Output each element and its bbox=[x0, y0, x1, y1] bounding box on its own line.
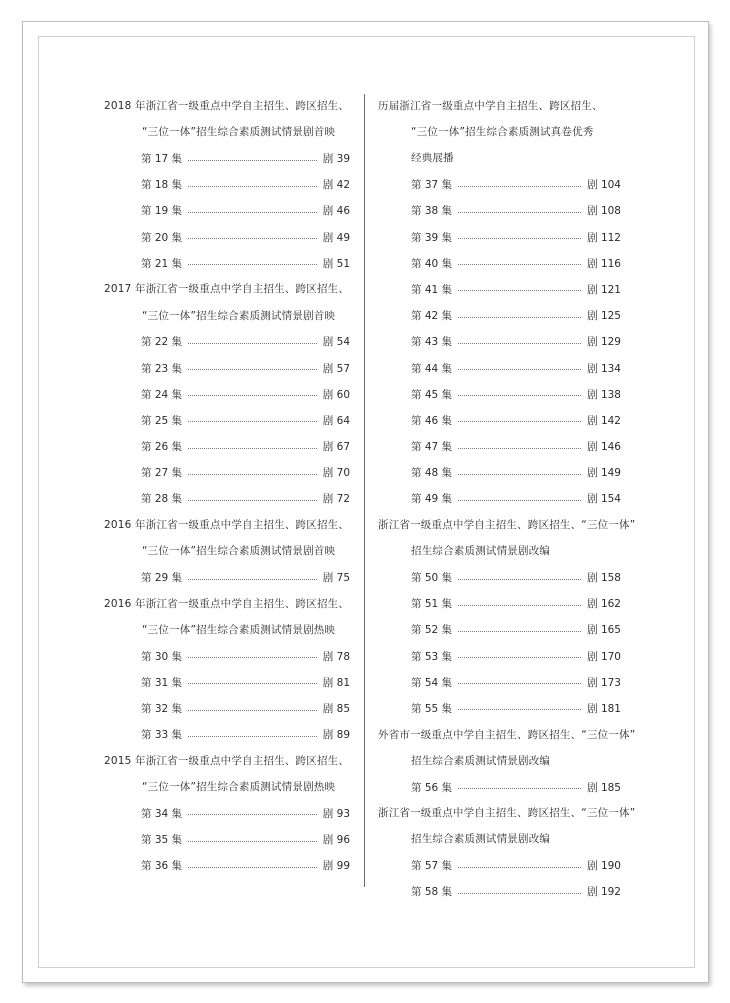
dot-leader bbox=[458, 630, 581, 632]
page-number: 剧 154 bbox=[587, 493, 621, 506]
episode-label: 第 28 集 bbox=[141, 493, 183, 506]
dot-leader bbox=[458, 394, 581, 396]
section-heading-line: “三位一体”招生综合素质测试真卷优秀 bbox=[411, 126, 594, 139]
toc-entry[interactable] bbox=[104, 381, 354, 407]
section-heading-line: 历届浙江省一级重点中学自主招生、跨区招生、 bbox=[378, 100, 603, 112]
dot-leader bbox=[188, 499, 317, 501]
dot-leader bbox=[458, 787, 581, 789]
section-heading bbox=[104, 748, 354, 800]
dot-leader bbox=[458, 892, 581, 894]
toc-entry[interactable] bbox=[104, 564, 354, 590]
dot-leader bbox=[188, 682, 317, 684]
toc-left-column bbox=[104, 93, 354, 879]
page-number: 剧 64 bbox=[322, 414, 350, 427]
toc-entry[interactable] bbox=[378, 643, 624, 669]
episode-label: 第 58 集 bbox=[411, 886, 453, 899]
dot-leader bbox=[188, 709, 317, 711]
episode-label: 第 26 集 bbox=[141, 441, 183, 454]
toc-entry[interactable] bbox=[378, 460, 624, 486]
page-number: 剧 70 bbox=[322, 467, 350, 480]
episode-label: 第 48 集 bbox=[411, 467, 453, 480]
episode-label: 第 36 集 bbox=[141, 860, 183, 873]
dot-leader bbox=[188, 368, 317, 370]
section-heading-line: 2016 年浙江省一级重点中学自主招生、跨区招生、 bbox=[104, 519, 350, 532]
section-heading bbox=[378, 800, 636, 852]
page-number: 剧 158 bbox=[587, 572, 621, 585]
page-number: 剧 46 bbox=[322, 205, 350, 218]
toc-entry[interactable] bbox=[104, 434, 354, 460]
episode-label: 第 43 集 bbox=[411, 336, 453, 349]
dot-leader bbox=[188, 342, 317, 344]
toc-entry[interactable] bbox=[104, 643, 354, 669]
section-heading bbox=[104, 93, 354, 145]
dot-leader bbox=[188, 263, 317, 265]
dot-leader bbox=[188, 866, 317, 868]
dot-leader bbox=[188, 656, 317, 658]
dot-leader bbox=[188, 473, 317, 475]
page-number: 剧 138 bbox=[587, 388, 621, 401]
toc-entry[interactable] bbox=[378, 250, 624, 276]
toc-entry[interactable] bbox=[104, 486, 354, 512]
section-heading-line: 招生综合素质测试情景剧改编 bbox=[411, 833, 551, 846]
toc-entry[interactable] bbox=[104, 695, 354, 721]
episode-label: 第 54 集 bbox=[411, 676, 453, 689]
dot-leader bbox=[458, 342, 581, 344]
page-number: 剧 81 bbox=[322, 676, 350, 689]
toc-entry[interactable] bbox=[378, 486, 624, 512]
section-heading-line: “三位一体”招生综合素质测试情景剧首映 bbox=[142, 545, 336, 558]
episode-label: 第 41 集 bbox=[411, 283, 453, 296]
page-number: 剧 39 bbox=[322, 153, 350, 165]
page-number: 剧 121 bbox=[587, 283, 621, 296]
toc-entry[interactable] bbox=[104, 198, 354, 224]
page-number: 剧 165 bbox=[587, 624, 621, 637]
episode-label: 第 53 集 bbox=[411, 650, 453, 663]
toc-entry[interactable] bbox=[378, 198, 624, 224]
dot-leader bbox=[458, 368, 581, 370]
episode-label: 第 56 集 bbox=[411, 781, 453, 794]
episode-label: 第 31 集 bbox=[141, 676, 183, 689]
episode-label: 第 38 集 bbox=[411, 205, 453, 218]
page-number: 剧 112 bbox=[587, 231, 621, 244]
page-number: 剧 134 bbox=[587, 362, 621, 375]
page-number: 剧 146 bbox=[587, 441, 621, 454]
episode-label: 第 27 集 bbox=[141, 467, 183, 480]
page-number: 剧 96 bbox=[322, 834, 350, 846]
section-heading-line: 经典展播 bbox=[411, 152, 454, 165]
toc-entry[interactable] bbox=[378, 224, 624, 250]
toc-entry[interactable] bbox=[378, 329, 624, 355]
toc-entry[interactable] bbox=[378, 355, 624, 381]
episode-label: 第 22 集 bbox=[141, 336, 183, 349]
dot-leader bbox=[188, 420, 317, 422]
episode-label: 第 25 集 bbox=[141, 414, 183, 427]
dot-leader bbox=[188, 159, 317, 161]
dot-leader bbox=[458, 578, 581, 580]
dot-leader bbox=[188, 578, 317, 580]
dot-leader bbox=[188, 735, 317, 737]
episode-label: 第 46 集 bbox=[411, 414, 453, 427]
page-number: 剧 89 bbox=[322, 729, 350, 742]
section-heading bbox=[378, 93, 624, 172]
dot-leader bbox=[458, 237, 581, 239]
toc-entry[interactable] bbox=[378, 774, 624, 800]
page-number: 剧 173 bbox=[587, 676, 621, 689]
toc-entry[interactable] bbox=[104, 460, 354, 486]
dot-leader bbox=[458, 866, 581, 868]
section-heading-line: 2018 年浙江省一级重点中学自主招生、跨区招生、 bbox=[104, 100, 350, 112]
toc-entry[interactable] bbox=[104, 722, 354, 748]
section-heading-line: “三位一体”招生综合素质测试情景剧热映 bbox=[142, 781, 336, 794]
page-number: 剧 85 bbox=[322, 703, 350, 716]
page-number: 剧 54 bbox=[322, 336, 350, 349]
section-heading-line: 浙江省一级重点中学自主招生、跨区招生、“三位一体” bbox=[378, 807, 636, 820]
section-heading-line: 2016 年浙江省一级重点中学自主招生、跨区招生、 bbox=[104, 597, 350, 610]
page-number: 剧 108 bbox=[587, 205, 621, 218]
episode-label: 第 23 集 bbox=[141, 362, 183, 375]
dot-leader bbox=[188, 394, 317, 396]
episode-label: 第 37 集 bbox=[411, 179, 453, 192]
dot-leader bbox=[458, 682, 581, 684]
page-number: 剧 67 bbox=[322, 441, 350, 454]
toc-entry[interactable] bbox=[104, 826, 354, 852]
section-heading-line: 2015 年浙江省一级重点中学自主招生、跨区招生、 bbox=[104, 754, 350, 767]
toc-entry[interactable] bbox=[378, 669, 624, 695]
episode-label: 第 34 集 bbox=[141, 807, 183, 820]
episode-label: 第 30 集 bbox=[141, 650, 183, 663]
dot-leader bbox=[458, 316, 581, 318]
toc-entry[interactable] bbox=[104, 669, 354, 695]
episode-label: 第 35 集 bbox=[141, 834, 183, 846]
episode-label: 第 55 集 bbox=[411, 702, 453, 715]
toc-entry[interactable] bbox=[104, 407, 354, 433]
page-number: 剧 116 bbox=[587, 257, 621, 270]
episode-label: 第 18 集 bbox=[141, 179, 183, 192]
dot-leader bbox=[458, 499, 581, 501]
toc-entry[interactable] bbox=[378, 564, 624, 590]
page-number: 剧 49 bbox=[322, 231, 350, 244]
section-heading-line: 招生综合素质测试情景剧改编 bbox=[411, 545, 551, 558]
episode-label: 第 49 集 bbox=[411, 493, 453, 506]
toc-entry[interactable] bbox=[104, 145, 354, 171]
toc-entry[interactable] bbox=[104, 250, 354, 276]
toc-entry[interactable] bbox=[378, 695, 624, 721]
dot-leader bbox=[188, 237, 317, 239]
dot-leader bbox=[188, 447, 317, 449]
dot-leader bbox=[458, 420, 581, 422]
section-heading bbox=[104, 512, 354, 564]
toc-entry[interactable] bbox=[104, 355, 354, 381]
episode-label: 第 32 集 bbox=[141, 703, 183, 716]
page-number: 剧 78 bbox=[322, 650, 350, 663]
episode-label: 第 50 集 bbox=[411, 572, 453, 585]
dot-leader bbox=[458, 656, 581, 658]
page-number: 剧 190 bbox=[587, 860, 621, 873]
episode-label: 第 51 集 bbox=[411, 598, 453, 611]
section-heading-line: “三位一体”招生综合素质测试情景剧首映 bbox=[142, 126, 336, 139]
page-number: 剧 104 bbox=[587, 179, 621, 192]
toc-entry[interactable] bbox=[104, 172, 354, 198]
episode-label: 第 33 集 bbox=[141, 729, 183, 742]
page-number: 剧 99 bbox=[322, 860, 350, 873]
toc-entry[interactable] bbox=[104, 329, 354, 355]
section-heading-line: 外省市一级重点中学自主招生、跨区招生、“三位一体” bbox=[378, 728, 636, 741]
episode-label: 第 21 集 bbox=[141, 257, 183, 270]
page-number: 剧 72 bbox=[322, 493, 350, 506]
episode-label: 第 57 集 bbox=[411, 860, 453, 873]
toc-entry[interactable] bbox=[378, 617, 624, 643]
page-number: 剧 170 bbox=[587, 650, 621, 663]
episode-label: 第 29 集 bbox=[141, 572, 183, 585]
toc-entry[interactable] bbox=[104, 800, 354, 826]
dot-leader bbox=[188, 813, 317, 815]
episode-label: 第 40 集 bbox=[411, 257, 453, 270]
page-number: 剧 192 bbox=[587, 886, 621, 899]
page-number: 剧 162 bbox=[587, 598, 621, 611]
episode-label: 第 20 集 bbox=[141, 231, 183, 244]
toc-entry[interactable] bbox=[378, 303, 624, 329]
page-number: 剧 149 bbox=[587, 467, 621, 480]
toc-entry[interactable] bbox=[378, 853, 624, 879]
episode-label: 第 17 集 bbox=[141, 153, 183, 165]
dot-leader bbox=[458, 185, 581, 187]
episode-label: 第 39 集 bbox=[411, 231, 453, 244]
dot-leader bbox=[188, 211, 317, 213]
dot-leader bbox=[188, 840, 317, 842]
episode-label: 第 42 集 bbox=[411, 310, 453, 323]
toc-entry[interactable] bbox=[378, 879, 624, 905]
section-heading-line: 2017 年浙江省一级重点中学自主招生、跨区招生、 bbox=[104, 283, 350, 296]
toc-entry[interactable] bbox=[378, 172, 624, 198]
page-number: 剧 125 bbox=[587, 310, 621, 323]
page-number: 剧 42 bbox=[322, 179, 350, 192]
dot-leader bbox=[458, 447, 581, 449]
section-heading-line: 招生综合素质测试情景剧改编 bbox=[411, 754, 551, 767]
page-number: 剧 75 bbox=[322, 572, 350, 585]
page-number: 剧 185 bbox=[587, 781, 621, 794]
dot-leader bbox=[458, 211, 581, 213]
page-number: 剧 51 bbox=[322, 257, 350, 270]
toc-entry[interactable] bbox=[378, 276, 624, 302]
page-number: 剧 60 bbox=[322, 388, 350, 401]
section-heading-line: 浙江省一级重点中学自主招生、跨区招生、“三位一体” bbox=[378, 519, 636, 532]
section-heading bbox=[378, 722, 636, 774]
dot-leader bbox=[458, 708, 581, 710]
episode-label: 第 19 集 bbox=[141, 205, 183, 218]
section-heading-line: “三位一体”招生综合素质测试情景剧首映 bbox=[142, 309, 336, 322]
episode-label: 第 47 集 bbox=[411, 441, 453, 454]
toc-entry[interactable] bbox=[104, 224, 354, 250]
toc-entry[interactable] bbox=[378, 591, 624, 617]
episode-label: 第 52 集 bbox=[411, 624, 453, 637]
toc-entry[interactable] bbox=[378, 407, 624, 433]
section-heading bbox=[104, 276, 354, 328]
dot-leader bbox=[188, 185, 317, 187]
page-number: 剧 57 bbox=[322, 362, 350, 375]
section-heading-line: “三位一体”招生综合素质测试情景剧热映 bbox=[142, 623, 336, 636]
section-heading bbox=[378, 512, 636, 564]
dot-leader bbox=[458, 473, 581, 475]
toc-right-column bbox=[378, 93, 636, 905]
dot-leader bbox=[458, 263, 581, 265]
dot-leader bbox=[458, 604, 581, 606]
page-number: 剧 93 bbox=[322, 807, 350, 820]
section-heading bbox=[104, 591, 354, 643]
dot-leader bbox=[458, 289, 581, 291]
page-number: 剧 129 bbox=[587, 336, 621, 349]
episode-label: 第 24 集 bbox=[141, 388, 183, 401]
episode-label: 第 45 集 bbox=[411, 388, 453, 401]
page-number: 剧 181 bbox=[587, 702, 621, 715]
episode-label: 第 44 集 bbox=[411, 362, 453, 375]
toc-entry[interactable] bbox=[378, 433, 624, 459]
toc-entry[interactable] bbox=[104, 853, 354, 879]
column-divider bbox=[364, 94, 365, 887]
toc-entry[interactable] bbox=[378, 381, 624, 407]
page-number: 剧 142 bbox=[587, 414, 621, 427]
